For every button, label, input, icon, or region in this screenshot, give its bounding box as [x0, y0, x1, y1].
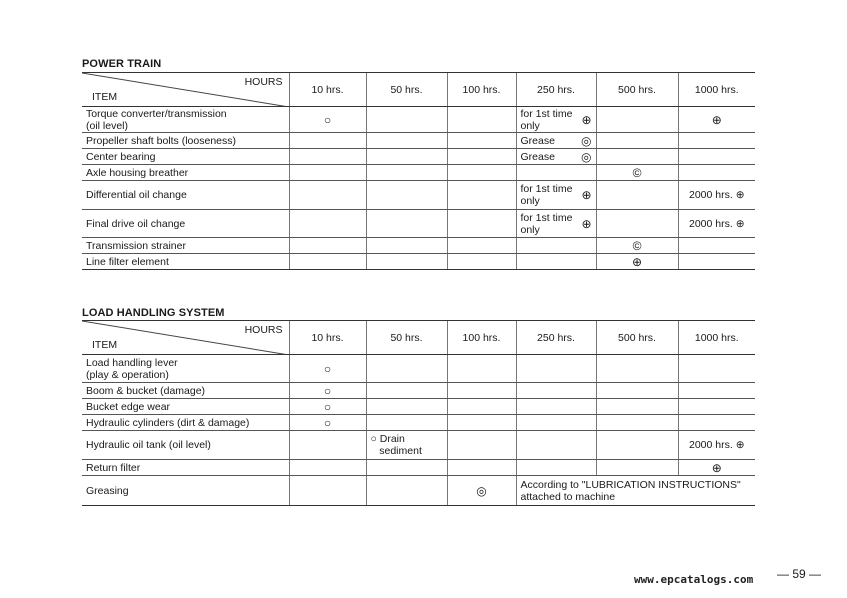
empty-cell	[289, 133, 366, 149]
col-50-hrs: 50 hrs.	[366, 73, 447, 107]
col-100-hrs: 100 hrs.	[447, 321, 516, 355]
empty-cell	[289, 181, 366, 210]
table-row	[82, 415, 755, 431]
empty-cell	[516, 399, 596, 415]
power-train-table	[82, 72, 755, 270]
empty-cell	[289, 431, 366, 460]
empty-cell	[289, 238, 366, 254]
maintenance-symbol-cell: ○	[289, 107, 366, 133]
empty-cell	[366, 415, 447, 431]
empty-cell	[678, 149, 755, 165]
maintenance-symbol: ◎	[581, 149, 592, 164]
corner-header	[82, 321, 289, 355]
empty-cell	[678, 415, 755, 431]
table-row	[82, 210, 755, 238]
table-row	[82, 254, 755, 270]
col-100-hrs: 100 hrs.	[447, 73, 516, 107]
empty-cell	[596, 415, 678, 431]
header-row	[82, 73, 755, 107]
empty-cell	[447, 181, 516, 210]
schedule-note-cell: ○ Drain sediment	[366, 431, 447, 460]
load-handling-title: LOAD HANDLING SYSTEM	[82, 307, 225, 319]
note-wrap	[521, 135, 592, 147]
schedule-note-cell	[516, 181, 596, 210]
maintenance-symbol-cell: ○	[289, 399, 366, 415]
table-row	[82, 238, 755, 254]
item-cell: Bucket edge wear	[82, 399, 289, 415]
hours-label: HOURS	[244, 76, 283, 88]
empty-cell	[516, 431, 596, 460]
table-row	[82, 431, 755, 460]
load-handling-body	[82, 355, 755, 506]
empty-cell	[678, 399, 755, 415]
empty-cell	[596, 181, 678, 210]
empty-cell	[596, 107, 678, 133]
header-row	[82, 321, 755, 355]
col-250-hrs: 250 hrs.	[516, 321, 596, 355]
power-train-body	[82, 107, 755, 270]
schedule-note-cell	[516, 107, 596, 133]
empty-cell	[366, 476, 447, 506]
col-50-hrs: 50 hrs.	[366, 321, 447, 355]
empty-cell	[366, 165, 447, 181]
empty-cell	[366, 460, 447, 476]
empty-cell	[366, 107, 447, 133]
empty-cell	[596, 133, 678, 149]
maintenance-symbol-cell: ○	[289, 355, 366, 383]
empty-cell	[516, 254, 596, 270]
empty-cell	[516, 165, 596, 181]
table-row	[82, 181, 755, 210]
empty-cell	[366, 355, 447, 383]
maintenance-symbol-cell: 2000 hrs. ⊕	[678, 210, 755, 238]
maintenance-symbol: ⊕	[581, 216, 592, 231]
empty-cell	[516, 238, 596, 254]
empty-cell	[678, 383, 755, 399]
empty-cell	[447, 254, 516, 270]
item-cell: Axle housing breather	[82, 165, 289, 181]
empty-cell	[366, 383, 447, 399]
note-text: Grease	[520, 150, 555, 163]
item-cell: Line filter element	[82, 254, 289, 270]
maintenance-symbol-cell: ⊕	[678, 107, 755, 133]
item-cell: Transmission strainer	[82, 238, 289, 254]
col-1000-hrs: 1000 hrs.	[678, 321, 755, 355]
empty-cell	[289, 460, 366, 476]
maintenance-symbol-cell: ⊕	[596, 254, 678, 270]
empty-cell	[447, 210, 516, 238]
maintenance-symbol: ⊕	[581, 188, 592, 202]
empty-cell	[447, 415, 516, 431]
maintenance-symbol-cell: ⊕	[678, 460, 755, 476]
footer-url: www.epcatalogs.com	[634, 573, 754, 586]
empty-cell	[447, 399, 516, 415]
note-text: Grease	[520, 134, 555, 147]
empty-cell	[366, 181, 447, 210]
maintenance-symbol-cell: 2000 hrs. ⊕	[678, 181, 755, 210]
table-row	[82, 476, 755, 506]
maintenance-symbol: ⊕	[581, 112, 592, 127]
item-cell: Final drive oil change	[82, 210, 289, 238]
empty-cell	[678, 254, 755, 270]
table-row	[82, 355, 755, 383]
col-500-hrs: 500 hrs.	[596, 321, 678, 355]
col-500-hrs: 500 hrs.	[596, 73, 678, 107]
maintenance-symbol-cell: 2000 hrs. ⊕	[678, 431, 755, 460]
empty-cell	[447, 149, 516, 165]
item-cell: Hydraulic oil tank (oil level)	[82, 431, 289, 460]
lubrication-note-cell: According to "LUBRICATION INSTRUCTIONS" attached to machine	[516, 476, 755, 506]
item-cell: Center bearing	[82, 149, 289, 165]
empty-cell	[516, 415, 596, 431]
empty-cell	[596, 460, 678, 476]
empty-cell	[678, 165, 755, 181]
note-text: for 1st time only	[520, 211, 573, 236]
page-number: — 59 —	[777, 567, 822, 581]
empty-cell	[289, 254, 366, 270]
empty-cell	[289, 210, 366, 238]
maintenance-symbol: ◎	[581, 133, 592, 148]
note-text: for 1st time only	[520, 107, 573, 132]
item-label: ITEM	[92, 339, 118, 351]
power-train-title: POWER TRAIN	[82, 58, 162, 70]
empty-cell	[678, 133, 755, 149]
empty-cell	[289, 476, 366, 506]
empty-cell	[678, 238, 755, 254]
empty-cell	[447, 355, 516, 383]
empty-cell	[516, 460, 596, 476]
item-cell: Hydraulic cylinders (dirt & damage)	[82, 415, 289, 431]
empty-cell	[447, 165, 516, 181]
empty-cell	[596, 355, 678, 383]
empty-cell	[596, 431, 678, 460]
table-row	[82, 107, 755, 133]
empty-cell	[289, 165, 366, 181]
empty-cell	[366, 210, 447, 238]
item-cell: Boom & bucket (damage)	[82, 383, 289, 399]
table-row	[82, 399, 755, 415]
table-row	[82, 460, 755, 476]
table-row	[82, 149, 755, 165]
empty-cell	[447, 238, 516, 254]
note-wrap	[521, 212, 592, 236]
item-cell: Propeller shaft bolts (looseness)	[82, 133, 289, 149]
empty-cell	[366, 254, 447, 270]
empty-cell	[447, 133, 516, 149]
empty-cell	[596, 210, 678, 238]
empty-cell	[596, 149, 678, 165]
empty-cell	[596, 399, 678, 415]
note-wrap	[521, 183, 592, 207]
item-cell: Greasing	[82, 476, 289, 506]
schedule-note-cell	[516, 149, 596, 165]
maintenance-symbol-cell: ©	[596, 165, 678, 181]
empty-cell	[366, 149, 447, 165]
note-wrap	[521, 108, 592, 132]
maintenance-symbol-cell: ©	[596, 238, 678, 254]
empty-cell	[447, 383, 516, 399]
item-cell: Load handling lever (play & operation)	[82, 355, 289, 383]
schedule-note-cell	[516, 210, 596, 238]
empty-cell	[447, 107, 516, 133]
col-250-hrs: 250 hrs.	[516, 73, 596, 107]
col-1000-hrs: 1000 hrs.	[678, 73, 755, 107]
table-row	[82, 383, 755, 399]
col-10-hrs: 10 hrs.	[289, 73, 366, 107]
load-handling-table	[82, 320, 755, 506]
empty-cell	[289, 149, 366, 165]
empty-cell	[366, 133, 447, 149]
empty-cell	[516, 355, 596, 383]
note-text: for 1st time only	[520, 183, 573, 207]
item-cell: Torque converter/transmission (oil level)	[82, 107, 289, 133]
item-cell: Return filter	[82, 460, 289, 476]
maintenance-symbol-cell: ◎	[447, 476, 516, 506]
corner-header	[82, 73, 289, 107]
note-wrap	[521, 151, 592, 163]
maintenance-symbol-cell: ○	[289, 415, 366, 431]
empty-cell	[596, 383, 678, 399]
empty-cell	[447, 460, 516, 476]
maintenance-symbol-cell: ○	[289, 383, 366, 399]
table-row	[82, 133, 755, 149]
col-10-hrs: 10 hrs.	[289, 321, 366, 355]
hours-label: HOURS	[244, 324, 283, 336]
empty-cell	[447, 431, 516, 460]
table-row	[82, 165, 755, 181]
empty-cell	[366, 399, 447, 415]
empty-cell	[516, 383, 596, 399]
empty-cell	[366, 238, 447, 254]
schedule-note-cell	[516, 133, 596, 149]
empty-cell	[678, 355, 755, 383]
item-label: ITEM	[92, 91, 118, 103]
item-cell: Differential oil change	[82, 181, 289, 210]
